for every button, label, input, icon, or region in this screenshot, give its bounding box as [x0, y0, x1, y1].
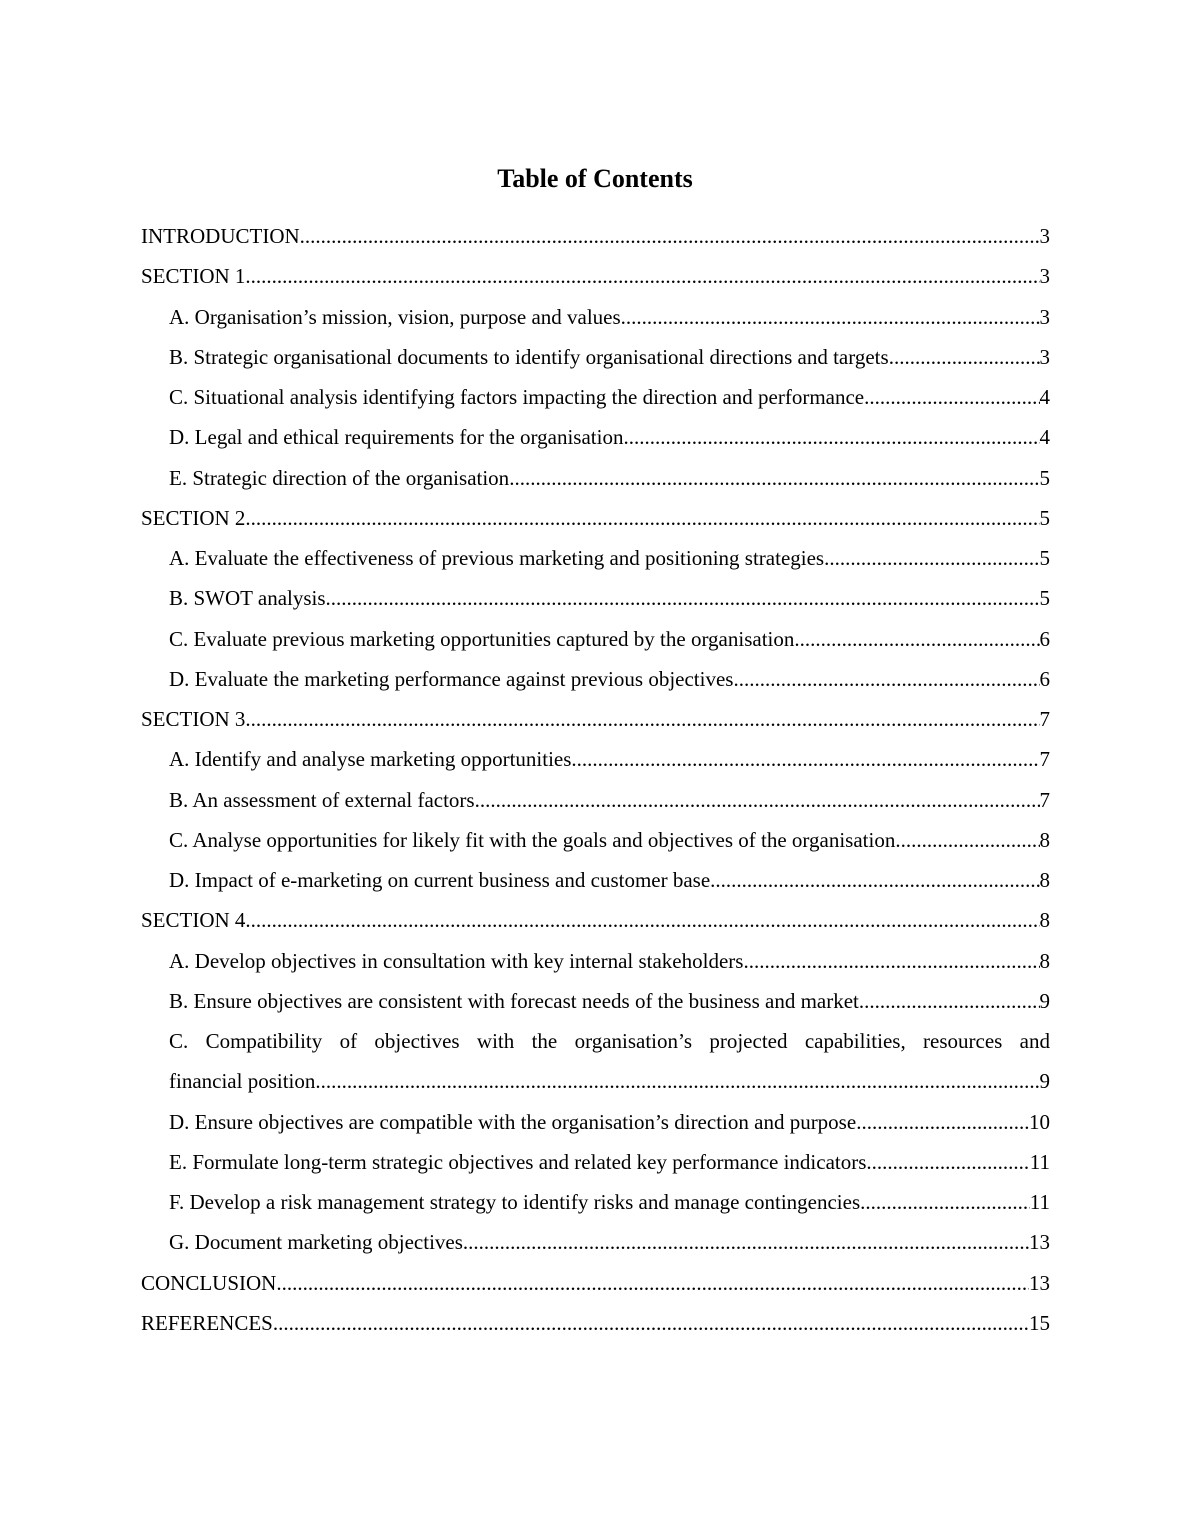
toc-entry-label: A. Identify and analyse marketing opportunities: [169, 747, 572, 772]
toc-entry-page: 5: [1039, 505, 1050, 530]
toc-leader-dots: [621, 297, 1040, 337]
toc-entry-label: D. Ensure objectives are compatible with the organisation’s direction and purpose: [169, 1109, 857, 1134]
toc-entry-page: 3: [1039, 344, 1050, 369]
toc-leader-dots: [733, 659, 1039, 699]
toc-entry-label: C. Analyse opportunities for likely fit with the goals and objectives of the organisation: [169, 827, 896, 852]
toc-entry-page: 11: [1029, 1190, 1050, 1214]
toc-entry-page: 10: [1029, 1109, 1050, 1134]
toc-entry-page: 5: [1039, 465, 1050, 490]
toc-entry-s2-d[interactable]: [141, 659, 1050, 699]
toc-entry-label: D. Evaluate the marketing performance against previous objectives: [169, 666, 734, 691]
toc-entry-page: 7: [1039, 747, 1050, 772]
toc-entry-label: CONCLUSION: [141, 1270, 277, 1295]
toc-entry-s1-a[interactable]: [141, 297, 1050, 337]
toc-entry-page: 13: [1029, 1270, 1050, 1295]
toc-entry-s4-c[interactable]: [141, 1021, 1050, 1061]
toc-entry-s4-f[interactable]: [141, 1182, 1050, 1222]
toc-entry-label: SECTION 1: [141, 264, 246, 289]
toc-entry-page: 15: [1029, 1310, 1050, 1335]
toc-entry-s1-d[interactable]: [141, 417, 1050, 457]
toc-entry-label: E. Strategic direction of the organisation: [169, 465, 510, 490]
toc-entry-section-1[interactable]: [141, 256, 1050, 296]
toc-entry-page: 4: [1039, 385, 1050, 409]
toc-entry-s4-a[interactable]: [141, 941, 1050, 981]
toc-entry-section-3[interactable]: [141, 699, 1050, 739]
toc-entry-label: SECTION 4: [141, 908, 246, 933]
toc-entry-introduction[interactable]: [141, 216, 1050, 256]
toc-leader-dots: [326, 578, 1040, 618]
toc-leader-dots: [623, 417, 1039, 457]
toc-leader-dots: [794, 619, 1039, 659]
toc-leader-dots: [245, 498, 1039, 538]
toc-entry-page: 3: [1039, 224, 1050, 248]
toc-entry-label: D. Legal and ethical requirements for the organisation: [169, 425, 624, 450]
toc-entry-label: A. Evaluate the effectiveness of previous marketing and positioning strategies: [169, 546, 825, 570]
toc-entry-page: 8: [1039, 827, 1050, 852]
toc-leader-dots: [276, 1263, 1029, 1303]
toc-entry-page: 6: [1039, 666, 1050, 691]
toc-leader-dots: [245, 256, 1039, 296]
toc-entry-section-2[interactable]: [141, 498, 1050, 538]
toc-entry-s2-c[interactable]: [141, 619, 1050, 659]
toc-entry-page: 3: [1039, 264, 1050, 289]
toc-entry-label: B. Strategic organisational documents to identify organisational directions and targets: [169, 344, 889, 369]
toc-entry-s4-c-continued[interactable]: [141, 1061, 1050, 1101]
toc-leader-dots: [864, 377, 1039, 417]
toc-entry-s3-b[interactable]: [141, 780, 1050, 820]
toc-entry-s4-e[interactable]: [141, 1142, 1050, 1182]
toc-leader-dots: [571, 739, 1039, 779]
toc-entry-page: 8: [1039, 908, 1050, 933]
toc-entry-s3-a[interactable]: [141, 739, 1050, 779]
toc-entry-s1-c[interactable]: [141, 377, 1050, 417]
toc-entry-page: 11: [1029, 1149, 1050, 1174]
toc-leader-dots: [463, 1222, 1029, 1262]
toc-leader-dots: [710, 860, 1039, 900]
toc-entry-page: 5: [1039, 586, 1050, 611]
toc-leader-dots: [300, 216, 1040, 256]
toc-entry-page: 8: [1039, 868, 1050, 892]
toc-entry-page: 9: [1039, 988, 1050, 1013]
toc-entry-label: C. Situational analysis identifying factors impacting the direction and performance: [169, 385, 865, 409]
toc-entry-page: 8: [1039, 948, 1050, 973]
toc-leader-dots: [895, 820, 1039, 860]
toc-title: Table of Contents: [497, 164, 693, 193]
toc-entry-section-4[interactable]: [141, 900, 1050, 940]
toc-entry-label: INTRODUCTION: [141, 224, 300, 248]
toc-entry-references[interactable]: [141, 1303, 1050, 1343]
toc-entry-label: C. Compatibility of objectives with the organisation’s projected capabilities, resources and: [169, 1029, 1050, 1053]
toc-entry-label: REFERENCES: [141, 1310, 273, 1335]
toc-leader-dots: [475, 780, 1040, 820]
toc-entry-s2-b[interactable]: [141, 578, 1050, 618]
toc-entry-label: SECTION 2: [141, 505, 246, 530]
toc-leader-dots: [856, 1102, 1029, 1142]
toc-entry-conclusion[interactable]: [141, 1263, 1050, 1303]
toc-leader-dots: [245, 900, 1039, 940]
toc-entry-s1-b[interactable]: [141, 337, 1050, 377]
toc-entry-s4-b[interactable]: [141, 981, 1050, 1021]
toc-entry-label: A. Develop objectives in consultation with key internal stakeholders: [169, 948, 744, 973]
toc-entry-s4-d[interactable]: [141, 1102, 1050, 1142]
toc-leader-dots: [859, 981, 1040, 1021]
toc-leader-dots: [315, 1061, 1039, 1101]
toc-entry-label: D. Impact of e-marketing on current business and customer base: [169, 868, 711, 892]
toc-entry-label: G. Document marketing objectives: [169, 1230, 463, 1255]
toc-entry-s3-d[interactable]: [141, 860, 1050, 900]
toc-entry-page: 3: [1039, 304, 1050, 329]
table-of-contents: [141, 216, 1050, 1343]
toc-entry-label: SECTION 3: [141, 707, 246, 731]
toc-entry-s2-a[interactable]: [141, 538, 1050, 578]
toc-leader-dots: [889, 337, 1040, 377]
toc-entry-s4-g[interactable]: [141, 1222, 1050, 1262]
toc-entry-page: 6: [1039, 626, 1050, 651]
toc-leader-dots: [245, 699, 1039, 739]
toc-leader-dots: [824, 538, 1039, 578]
toc-leader-dots: [273, 1303, 1029, 1343]
toc-entry-label: B. An assessment of external factors: [169, 787, 475, 812]
toc-leader-dots: [860, 1182, 1030, 1222]
toc-leader-dots: [509, 458, 1039, 498]
toc-entry-page: 13: [1029, 1230, 1050, 1255]
toc-leader-dots: [743, 941, 1039, 981]
toc-entry-label-continued: financial position: [169, 1069, 316, 1094]
toc-entry-label: A. Organisation’s mission, vision, purpose and values: [169, 304, 621, 329]
toc-entry-label: F. Develop a risk management strategy to identify risks and manage contingencies: [169, 1190, 861, 1214]
toc-entry-label: B. SWOT analysis: [169, 586, 326, 611]
toc-entry-page: 4: [1039, 425, 1050, 450]
toc-entry-page: 7: [1039, 707, 1050, 731]
toc-entry-label: B. Ensure objectives are consistent with forecast needs of the business and market: [169, 988, 859, 1013]
toc-entry-s1-e[interactable]: [141, 458, 1050, 498]
toc-entry-page: 7: [1039, 787, 1050, 812]
toc-entry-label: C. Evaluate previous marketing opportunities captured by the organisation: [169, 626, 795, 651]
toc-entry-page: 9: [1039, 1069, 1050, 1094]
toc-leader-dots: [866, 1142, 1029, 1182]
toc-entry-label: E. Formulate long-term strategic objectives and related key performance indicators: [169, 1149, 867, 1174]
toc-entry-page: 5: [1039, 546, 1050, 570]
toc-entry-s3-c[interactable]: [141, 820, 1050, 860]
